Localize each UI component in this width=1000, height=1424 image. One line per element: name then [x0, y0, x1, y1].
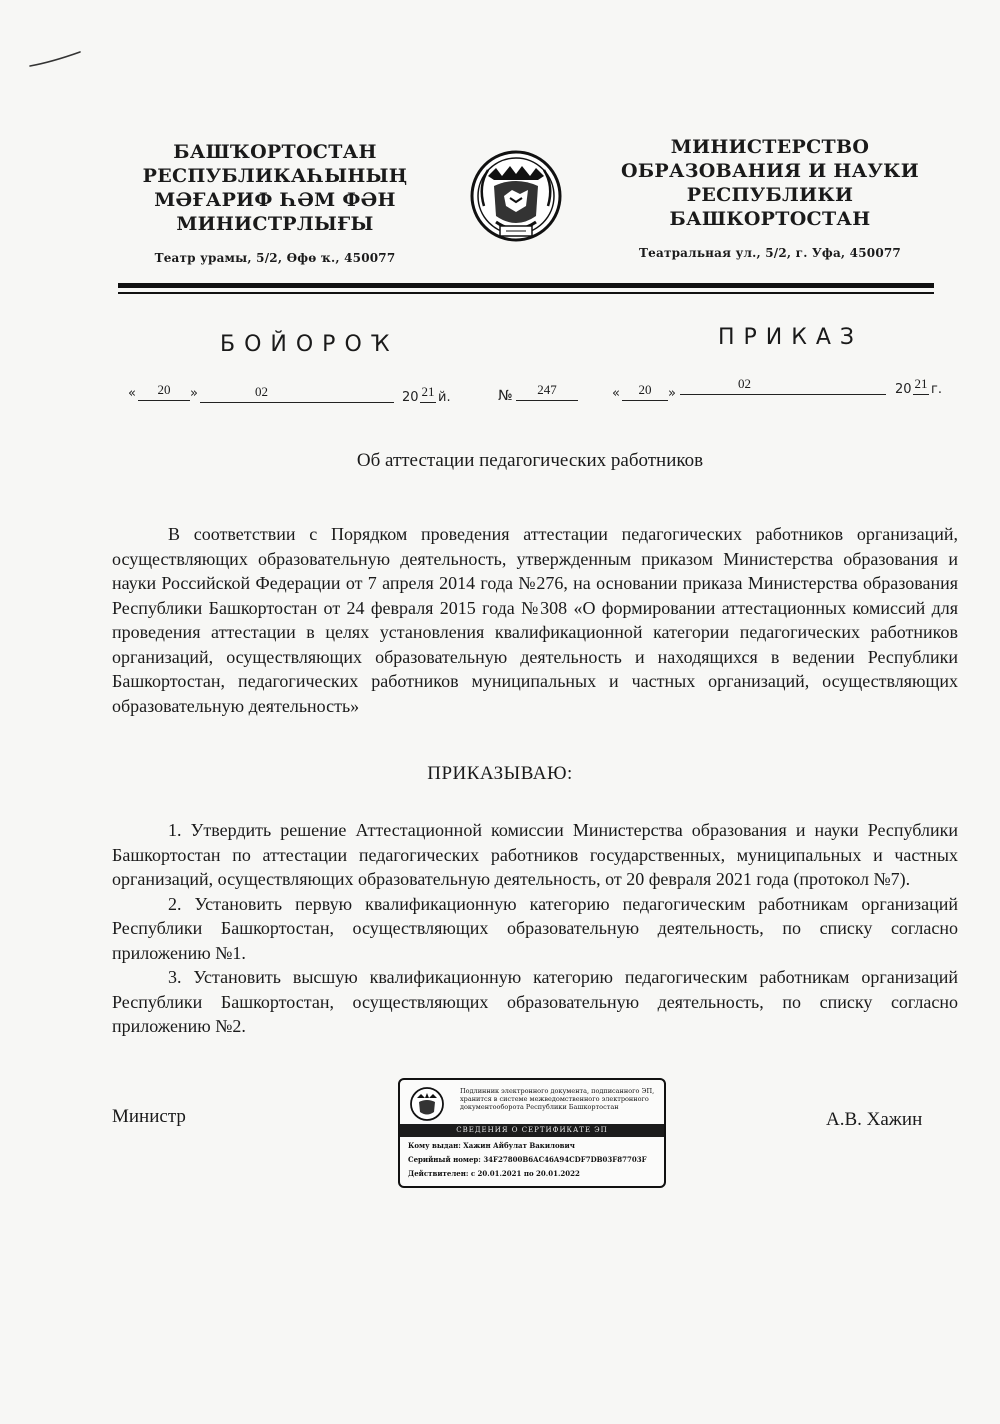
order-items [112, 818, 958, 1039]
scan-pen-mark [28, 46, 84, 70]
right-date-year-prefix: 20 [895, 382, 912, 397]
right-date-year-unit: г. [931, 382, 942, 397]
preamble-paragraph: В соответствии с Порядком проведения аттестации педагогических работников организаций, осуществляющих образовательную деятельность, утвержденным приказом Министерства образования и науки Российской Федерации от 7 апреля 2014 года №276, на основании приказа Министерства образования Республики Башкортостан от 24 февраля 2015 года №308 «О формировании аттестационных комиссий для проведения аттестации в целях установления квалификационной категории педагогических работников организаций, осуществляющих образовательную деятельность и находящихся в ведении Республики Башкортостан, педагогических работников муниципальных и частных организаций, осуществляющих образовательную деятельность» [112, 524, 958, 716]
stamp-issued-to: Кому выдан: Хажин Айбулат Вакилович [408, 1141, 575, 1150]
header-right-address: Театральная ул., 5/2, г. Уфа, 450077 [639, 246, 901, 260]
header-divider-thin [118, 292, 934, 294]
left-date-day: 20 [138, 382, 190, 401]
order-item: 2. Установить первую квалификационную категорию педагогическим работникам организаций Республики Башкортостан, осуществляющих образовательную деятельность, по списку согласно приложению №1. [112, 893, 958, 963]
header-left-line: БАШҠОРТОСТАН [173, 141, 377, 163]
right-date-open-quote: « [612, 386, 620, 401]
header-left-line: МӘҒАРИФ ҺӘМ ФӘН [154, 189, 396, 211]
stamp-emblem-icon [408, 1086, 446, 1122]
left-date-month: 02 [200, 384, 394, 403]
header-right-russian [615, 135, 925, 265]
header-divider-thick [118, 283, 934, 288]
e-signature-stamp [398, 1078, 666, 1188]
right-date-close-quote: » [668, 386, 676, 401]
bashkortostan-emblem-icon [466, 146, 566, 252]
signatory-name: А.В. Хажин [826, 1109, 923, 1130]
order-word: ПРИКАЗЫВАЮ: [427, 763, 573, 784]
header-right-line: РЕСПУБЛИКИ [686, 184, 854, 206]
order-item: 3. Установить высшую квалификационную категорию педагогическим работникам организаций Республики Башкортостан, осуществляющих образовательную деятельность, по списку согласно приложению №2. [112, 967, 958, 1036]
right-date-year-suffix: 21 [913, 376, 929, 395]
stamp-header [406, 1084, 658, 1124]
header-left-address: Театр урамы, 5/2, Өфө ҡ., 450077 [154, 251, 396, 265]
header-left-bashkir [130, 140, 420, 270]
stamp-band-title: СВЕДЕНИЯ О СЕРТИФИКАТЕ ЭП [400, 1124, 664, 1137]
left-date-year-suffix: 21 [420, 384, 436, 403]
left-date-year-prefix: 20 [402, 390, 419, 405]
left-date-open-quote: « [128, 386, 136, 401]
order-item: 1. Утвердить решение Аттестационной комиссии Министерства образования и науки Республики Башкортостан по аттестации педагогических работников государственных, муниципальных и частных организаций, осуществляющих образовательную деятельность, от 20 февраля 2021 года (протокол №7). [112, 820, 958, 889]
stamp-header-text: Подлинник электронного документа, подписанного ЭП, хранится в системе межведомственного электронного документооборота Республики Башкортостан [460, 1087, 655, 1111]
header-left-line: МИНИСТРЛЫҒЫ [176, 213, 374, 235]
title-russian: ПРИКАЗ [718, 325, 864, 350]
left-date-close-quote: » [190, 386, 198, 401]
order-subject: Об аттестации педагогических работников [356, 450, 704, 471]
header-left-line: РЕСПУБЛИКАҺЫНЫҢ [142, 165, 408, 187]
stamp-validity: Действителен: с 20.01.2021 по 20.01.2022 [408, 1169, 580, 1178]
right-date-day: 20 [622, 382, 668, 401]
title-bashkir: БОЙОРОҠ [220, 332, 399, 357]
left-date-year-unit: й. [438, 390, 451, 405]
header-right-line: МИНИСТЕРСТВО [670, 136, 870, 158]
header-right-line: ОБРАЗОВАНИЯ И НАУКИ [621, 160, 919, 182]
right-date-month: 02 [680, 376, 886, 395]
stamp-serial: Серийный номер: 34F27800B6AC46A94CDF7DB03F87703F [408, 1155, 647, 1164]
order-number-label: № [498, 388, 513, 404]
signatory-role: Министр [112, 1106, 186, 1127]
order-number-value: 247 [516, 382, 578, 401]
header-right-line: БАШКОРТОСТАН [669, 208, 871, 230]
